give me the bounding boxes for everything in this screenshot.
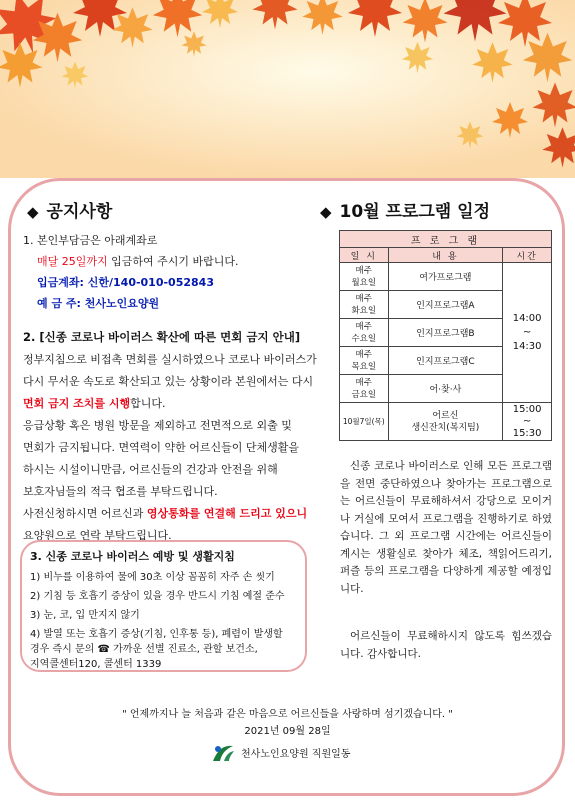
- item2-line-5: 면회가 금지됩니다. 면역력이 약한 어르신들이 단체생활을: [23, 441, 300, 454]
- row-content-thu: 인지프로그램C: [388, 347, 503, 375]
- guideline-1: 1) 비누를 이용하여 물에 30초 이상 꼼꼼히 자주 손 씻기: [30, 572, 275, 583]
- account-line: [37, 276, 214, 290]
- holder-value: 천사노인요양원: [80, 297, 160, 310]
- row-day-wed: 매주 수요일: [340, 319, 389, 347]
- col-date: 일 시: [340, 248, 389, 263]
- footer-date: 2021년 09월 28일: [244, 726, 331, 737]
- special-time: 15:00 ~ 15:30: [503, 403, 552, 441]
- notice-title-text: 공지사항: [46, 202, 113, 222]
- item3-heading: 3. 신종 코로나 바이러스 예방 및 생활지침: [30, 550, 235, 563]
- guideline-3: 3) 눈, 코, 입 만지지 않기: [30, 610, 140, 621]
- payment-deadline: 매달 25일까지: [37, 255, 108, 268]
- item2-line-7: 보호자님들의 적극 협조를 부탁드립니다.: [23, 485, 218, 498]
- maple-leaves-illustration: [0, 0, 575, 178]
- video-call-pre: 사전신청하시면 어르신과: [23, 507, 147, 520]
- notice-title: [27, 197, 112, 222]
- row-content-mon: 여가프로그램: [388, 263, 503, 291]
- col-time: 시간: [503, 248, 552, 263]
- autumn-leaves-banner: [0, 0, 575, 178]
- row-content-fri: 어·찾·사: [388, 375, 503, 403]
- col-content: 내 용: [388, 248, 503, 263]
- item2-line-9: 요양원으로 연락 부탁드립니다.: [23, 529, 172, 542]
- row-content-tue: 인지프로그램A: [388, 291, 503, 319]
- special-content: 어르신 생신잔치(복지팀): [388, 403, 503, 441]
- program-title: [320, 197, 490, 222]
- item2-line-1: 정부지침으로 비접촉 면회를 실시하였으나 코로나 바이러스가: [23, 353, 317, 366]
- item2-line-3: [23, 397, 166, 411]
- row-day-mon: 매주 월요일: [340, 263, 389, 291]
- guideline-2: 2) 기침 등 호흡기 증상이 있을 경우 반드시 기침 예절 준수: [30, 591, 285, 602]
- row-day-thu: 매주 목요일: [340, 347, 389, 375]
- item1-line2-rest: 입금하여 주시기 바랍니다.: [107, 255, 239, 268]
- program-title-text: 10월 프로그램 일정: [339, 202, 490, 222]
- shared-time: 14:00 ~ 14:30: [503, 263, 552, 403]
- item2-line-8: [23, 507, 307, 521]
- visit-ban-phrase: 면회 금지 조치를 시행: [23, 397, 131, 410]
- item2-line-6: 하시는 시설이니만큼, 어르신들의 건강과 안전을 위해: [23, 463, 278, 476]
- row-day-fri: 매주 금요일: [340, 375, 389, 403]
- item1-line2: [37, 255, 239, 269]
- account-value: 신한/140-010-052843: [83, 276, 214, 289]
- item2-heading: 2. [신종 코로나 바이러스 확산에 따른 면회 금지 안내]: [23, 330, 301, 344]
- guideline-4: 4) 발열 또는 호흡기 증상(기침, 인후통 등), 폐렴이 발생할: [30, 629, 283, 640]
- program-table: [339, 230, 552, 441]
- special-day: 10월7일(목): [340, 403, 389, 441]
- item1-line1: 1. 본인부담금은 아래계좌로: [23, 234, 158, 247]
- guideline-4-cont2: 지역콜센터120, 콜센터 1339: [30, 659, 162, 670]
- account-label: 입금계좌:: [37, 276, 84, 289]
- footer-org: 천사노인요양원 직원일동: [241, 749, 351, 760]
- holder-line: [37, 297, 159, 311]
- organization-logo: [210, 743, 236, 763]
- guideline-4-cont: 경우 즉시 문의 ☎ 가까운 선별 진료소, 관할 보건소,: [30, 644, 258, 655]
- footer-quote: " 언제까지나 늘 처음과 같은 마음으로 어르신들을 사랑하며 섬기겠습니다. ": [122, 709, 453, 720]
- holder-label: 예 금 주:: [37, 297, 81, 310]
- program-thanks-paragraph: 어르신들이 무료해하시지 않도록 힘쓰겠습니다. 감사합니다.: [340, 630, 552, 660]
- video-call-phrase: 영상통화를 연결해 드리고 있으니: [146, 507, 308, 520]
- program-notice-paragraph: 신종 코로나 바이러스로 인해 모든 프로그램을 전면 중단하였으나 찾아가는 프로그램으로는 어르신들이 무료해하셔서 강당으로 모이거나 거실에 모여서 프로그램을 진행하기로 하였습니다. 그 외 프로그램 시간에는 어르신들이 계시는 생활실로 찾아가 체조, 책읽어드리기, 퍼즐 등의 프로그램을 다양하게 제공할 예정입니다.: [340, 460, 552, 595]
- row-day-tue: 매주 화요일: [340, 291, 389, 319]
- diamond-bullet-icon: ◆: [320, 203, 332, 221]
- table-header: 프 로 그 램: [340, 231, 552, 248]
- item2-line-2: 다시 무서운 속도로 확산되고 있는 상황이라 본원에서는 다시: [23, 375, 314, 388]
- row-content-wed: 인지프로그램B: [388, 319, 503, 347]
- item2-line-4: 응급상황 혹은 병원 방문을 제외하고 전면적으로 외출 및: [23, 419, 292, 432]
- visit-ban-tail: 합니다.: [130, 397, 166, 410]
- diamond-bullet-icon: ◆: [27, 203, 39, 221]
